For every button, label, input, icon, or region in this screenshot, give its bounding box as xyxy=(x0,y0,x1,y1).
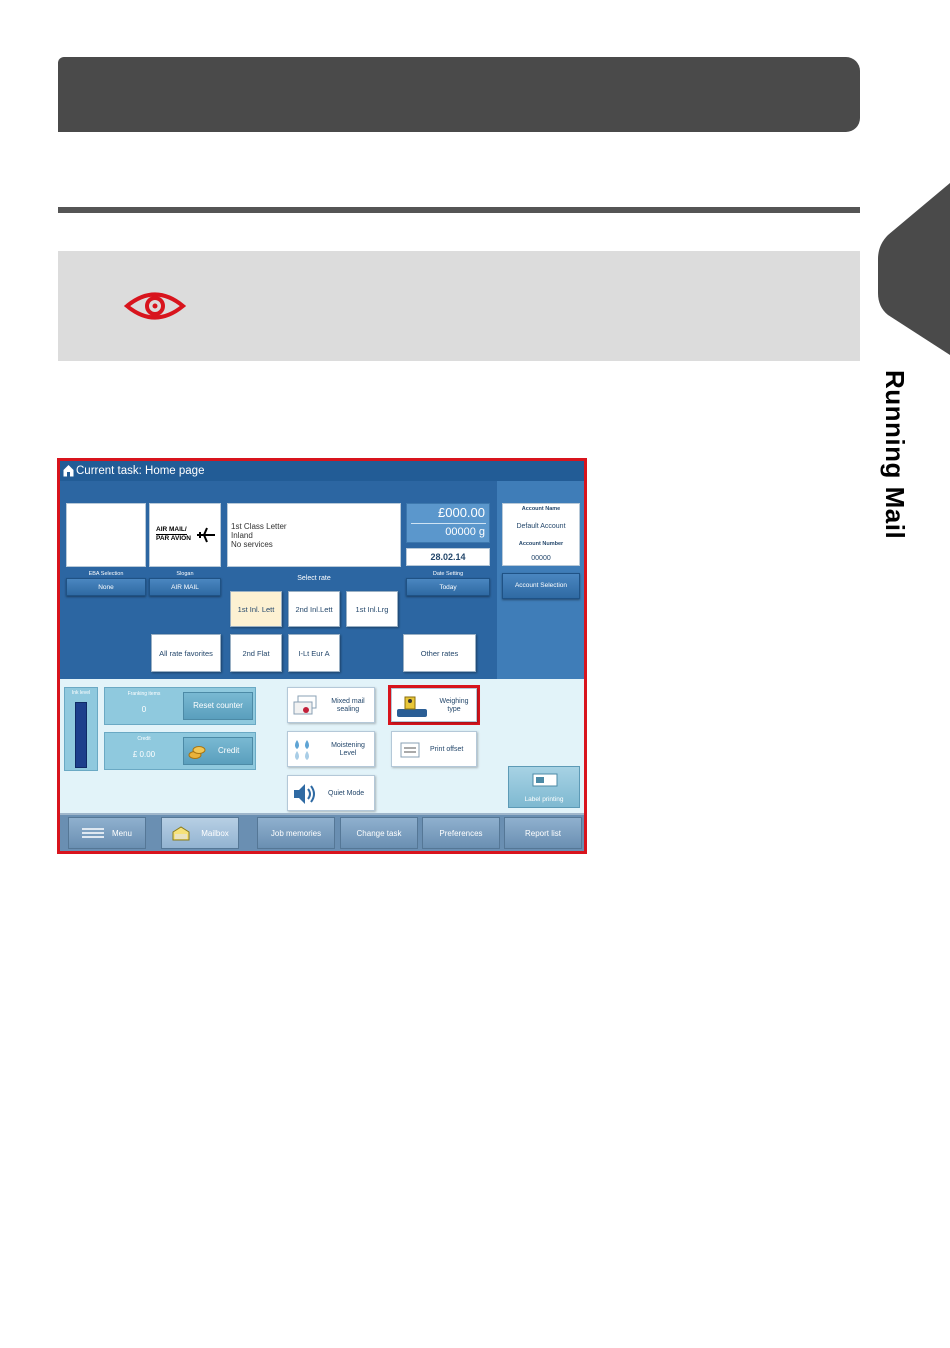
rate-button-i-lt-eur-a[interactable]: I-Lt Eur A xyxy=(288,634,340,672)
quiet-mode-button[interactable] xyxy=(287,775,375,811)
tab-mailbox-label: Mailbox xyxy=(201,828,229,838)
rate-button-1st-inl-lett[interactable]: 1st Inl. Lett xyxy=(230,591,282,627)
print-offset-icon xyxy=(398,740,422,760)
moistening-level-button[interactable] xyxy=(287,731,375,767)
select-rate-label: Select rate xyxy=(297,575,331,582)
label-printing-button[interactable] xyxy=(508,766,580,808)
credit-button-label: Credit xyxy=(218,746,240,755)
mixed-mail-sealing-button[interactable] xyxy=(287,687,375,723)
credit-label: Credit xyxy=(137,736,151,742)
eba-button[interactable]: None xyxy=(66,578,146,596)
slogan-image-line-1: AIR MAIL/ xyxy=(156,526,187,533)
other-rates-button[interactable]: Other rates xyxy=(403,634,476,672)
account-name-label: Account Name xyxy=(521,506,561,512)
ink-level-bar xyxy=(75,702,87,768)
postage-weight-panel xyxy=(406,503,490,543)
slogan-image-line-2: PAR AVION xyxy=(156,535,191,542)
ink-level-panel xyxy=(64,687,98,771)
rate-button-1st-inl-lrg[interactable]: 1st Inl.Lrg xyxy=(346,591,398,627)
print-offset-label: Print offset xyxy=(430,746,464,753)
reset-counter-button[interactable]: Reset counter xyxy=(183,692,253,720)
home-icon xyxy=(63,464,74,477)
tab-menu[interactable] xyxy=(68,817,146,849)
airplane-icon xyxy=(196,526,216,544)
coins-icon xyxy=(188,744,206,760)
chapter-tab-label: Running Mail xyxy=(880,370,910,540)
chapter-header-bar xyxy=(58,57,860,132)
section-divider xyxy=(58,207,860,213)
slogan-label: Slogan xyxy=(176,571,194,577)
date-value[interactable]: 28.02.14 xyxy=(406,548,490,566)
postage-value: £000.00 xyxy=(438,505,485,520)
envelope-stack-icon xyxy=(292,694,318,718)
rate-info-line-2: Inland xyxy=(231,531,253,540)
tab-mailbox[interactable] xyxy=(161,817,239,849)
print-offset-button[interactable] xyxy=(391,731,477,767)
scale-icon xyxy=(395,693,429,719)
label-icon xyxy=(531,772,559,788)
account-info-box[interactable] xyxy=(502,503,580,566)
credit-panel xyxy=(104,732,256,770)
menu-icon xyxy=(82,827,104,839)
mixed-mail-sealing-label: Mixed mail sealing xyxy=(331,698,365,713)
credit-button[interactable] xyxy=(183,737,253,765)
slogan-preview[interactable] xyxy=(149,503,221,567)
date-setting-button[interactable]: Today xyxy=(406,578,490,596)
tab-change-task[interactable]: Change task xyxy=(340,817,418,849)
weighing-type-label: Weighing type xyxy=(439,698,469,713)
eye-icon xyxy=(124,289,186,323)
mailbox-icon xyxy=(171,824,191,842)
rate-info-line-1: 1st Class Letter xyxy=(231,522,287,531)
screen-title: Current task: Home page xyxy=(76,465,205,477)
account-name: Default Account xyxy=(516,523,566,530)
eba-label: EBA Selection xyxy=(88,571,124,577)
speaker-icon xyxy=(292,781,318,807)
moistening-level-label: Moistening Level xyxy=(331,742,365,757)
tab-preferences[interactable]: Preferences xyxy=(422,817,500,849)
all-rate-favorites-button[interactable]: All rate favorites xyxy=(151,634,221,672)
home-page-screenshot xyxy=(57,458,587,854)
tab-job-memories[interactable]: Job memories xyxy=(257,817,335,849)
franking-items-label: Franking items xyxy=(127,691,161,697)
tab-report-list[interactable]: Report list xyxy=(504,817,582,849)
weight-value: 00000 g xyxy=(445,526,485,538)
account-number-label: Account Number xyxy=(518,541,564,547)
chapter-tab-shape xyxy=(878,183,950,355)
postage-divider xyxy=(411,523,486,524)
tab-menu-label: Menu xyxy=(111,828,132,838)
rate-info-box[interactable] xyxy=(227,503,401,567)
rate-button-2nd-flat[interactable]: 2nd Flat xyxy=(230,634,282,672)
credit-value: £ 0.00 xyxy=(132,750,156,759)
eba-preview[interactable] xyxy=(66,503,146,567)
account-selection-button[interactable]: Account Selection xyxy=(502,573,580,599)
rate-info-line-3: No services xyxy=(231,540,273,549)
ink-level-label: Ink level xyxy=(71,690,91,696)
label-printing-label: Label printing xyxy=(524,796,564,803)
date-setting-label: Date Setting xyxy=(432,571,464,577)
weighing-type-button[interactable] xyxy=(391,688,477,722)
quiet-mode-label: Quiet Mode xyxy=(328,790,365,797)
rate-button-2nd-inl-lett[interactable]: 2nd Inl.Lett xyxy=(288,591,340,627)
slogan-button[interactable]: AIR MAIL xyxy=(149,578,221,596)
screen-title-bar xyxy=(60,461,584,481)
account-number: 00000 xyxy=(531,555,551,562)
water-drops-icon xyxy=(292,738,318,762)
franking-items-value: 0 xyxy=(141,705,147,714)
franking-counter-panel xyxy=(104,687,256,725)
